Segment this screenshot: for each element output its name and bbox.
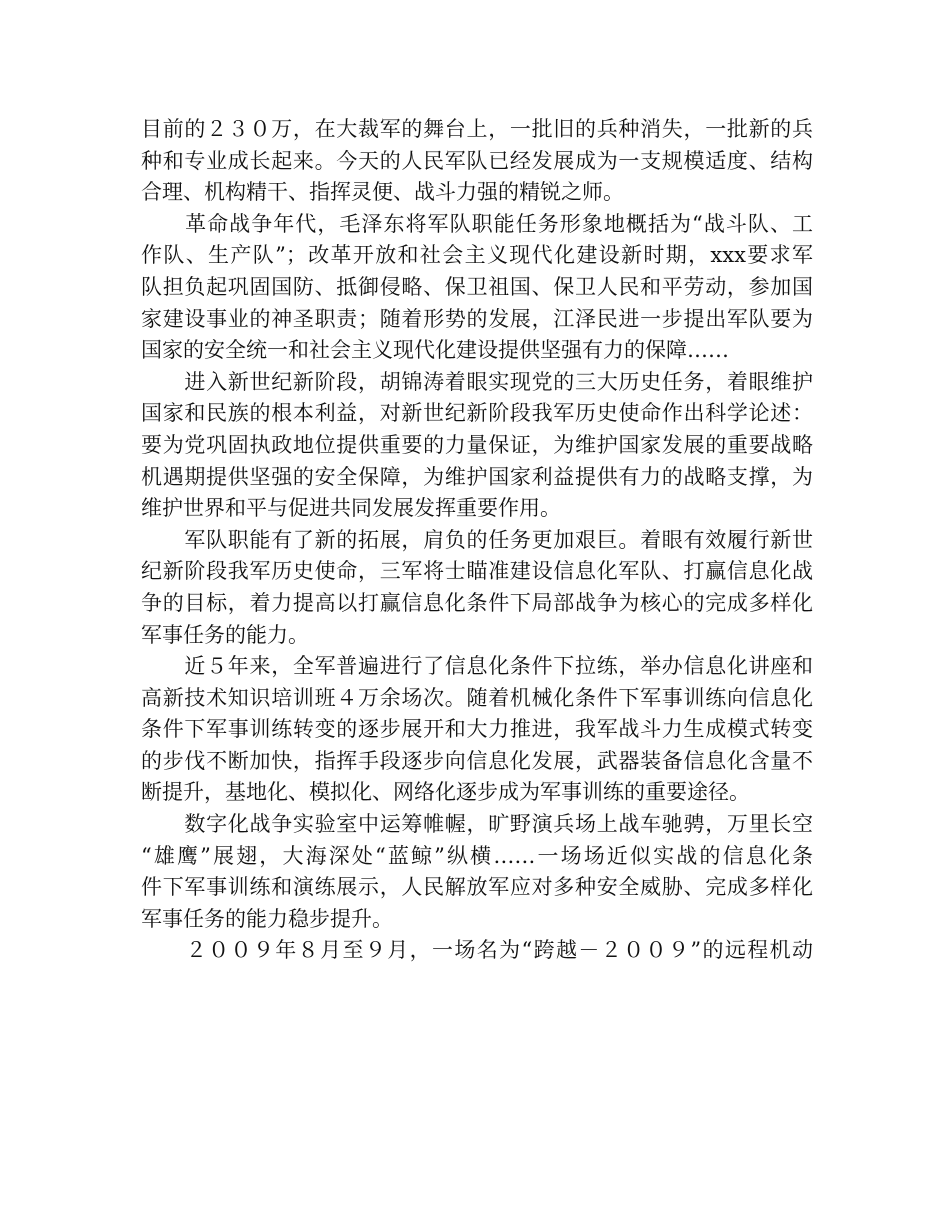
document-text-line: 目前的２３０万，在大裁军的舞台上，一批旧的兵种消失，一批新的兵 — [141, 117, 813, 141]
document-text-line: 队担负起巩固国防、抵御侵略、保卫祖国、保卫人民和平劳动，参加国 — [141, 274, 813, 299]
document-text-line: 纪新阶段我军历史使命，三军将士瞄准建设信息化军队、打赢信息化战 — [141, 559, 813, 584]
document-text-line: 家建设事业的神圣职责；随着形势的发展，江泽民进一步提出军队要为 — [141, 306, 813, 331]
document-text-line: 断提升，基地化、模拟化、网络化逐步成为军事训练的重要途径。 — [141, 780, 750, 805]
document-text-line: 维护世界和平与促进共同发展发挥重要作用。 — [141, 496, 561, 521]
document-text-line: 军事任务的能力稳步提升。 — [141, 906, 393, 931]
document-text-line: 机遇期提供坚强的安全保障，为维护国家利益提供有力的战略支撑，为 — [141, 464, 813, 489]
document-text-line: 高新技术知识培训班４万余场次。随着机械化条件下军事训练向信息化 — [141, 685, 813, 710]
document-text-line: 进入新世纪新阶段，胡锦涛着眼实现党的三大历史任务，着眼维护 — [141, 369, 813, 394]
document-text-line: 作队、生产队”；改革开放和社会主义现代化建设新时期，xxx要求军 — [141, 243, 813, 268]
document-text-line: 革命战争年代，毛泽东将军队职能任务形象地概括为“战斗队、工 — [141, 211, 813, 236]
document-text-line: 种和专业成长起来。今天的人民军队已经发展成为一支规模适度、结构 — [141, 148, 813, 173]
document-text-line: 件下军事训练和演练展示，人民解放军应对多种安全威胁、完成多样化 — [141, 875, 813, 900]
document-text-line: “雄鹰”展翅，大海深处“蓝鲸”纵横……一场场近似实战的信息化条 — [141, 843, 813, 868]
document-text-line: 的步伐不断加快，指挥手段逐步向信息化发展，武器装备信息化含量不 — [141, 748, 813, 773]
document-text-line: 争的目标，着力提高以打赢信息化条件下局部战争为核心的完成多样化 — [141, 590, 813, 615]
document-body-text — [141, 114, 813, 967]
document-text-line: 军队职能有了新的拓展，肩负的任务更加艰巨。着眼有效履行新世 — [141, 527, 813, 552]
document-text-line: 军事任务的能力。 — [141, 622, 309, 647]
document-text-line: 合理、机构精干、指挥灵便、战斗力强的精锐之师。 — [141, 180, 624, 205]
document-text-line: 近５年来，全军普遍进行了信息化条件下拉练，举办信息化讲座和 — [141, 654, 813, 679]
document-text-line: 要为党巩固执政地位提供重要的力量保证，为维护国家发展的重要战略 — [141, 432, 813, 457]
document-text-line: ２００９年８月至９月，一场名为“跨越－２００９”的远程机动 — [141, 938, 813, 963]
document-text-line: 条件下军事训练转变的逐步展开和大力推进，我军战斗力生成模式转变 — [141, 717, 813, 742]
document-text-line: 数字化战争实验室中运筹帷幄，旷野演兵场上战车驰骋，万里长空 — [141, 812, 813, 837]
document-text-line: 国家的安全统一和社会主义现代化建设提供坚强有力的保障…… — [141, 338, 729, 363]
document-text-line: 国家和民族的根本利益，对新世纪新阶段我军历史使命作出科学论述： — [141, 401, 813, 426]
